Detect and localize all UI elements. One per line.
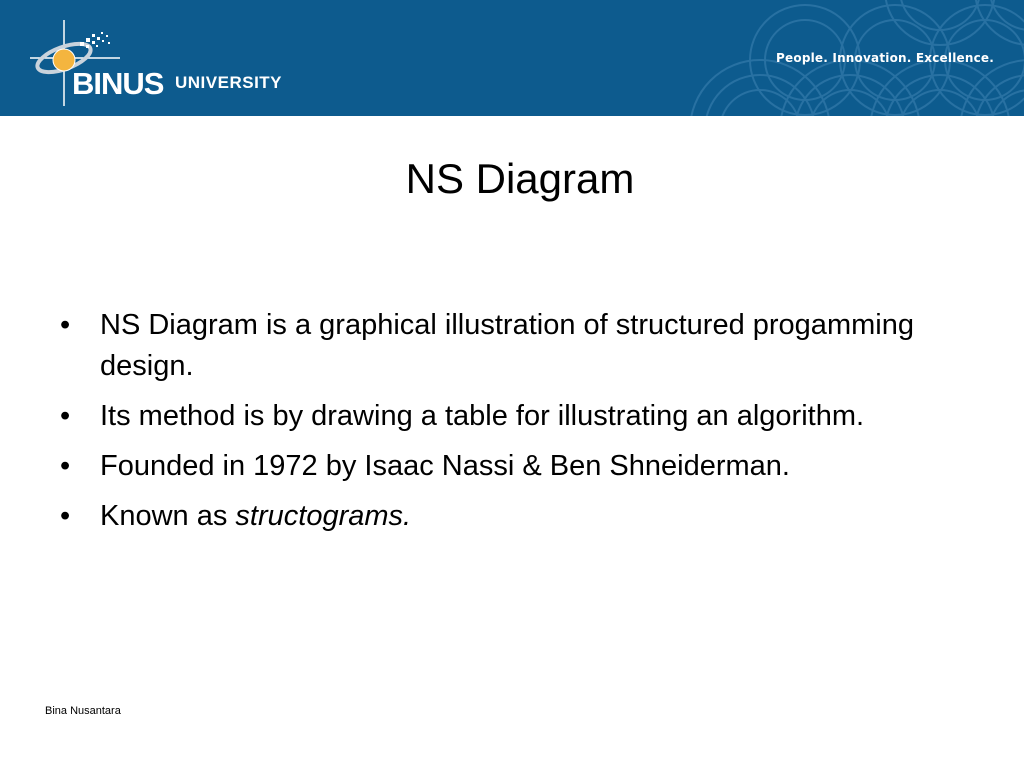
logo-sub-text: UNIVERSITY bbox=[175, 73, 283, 92]
bullet-text: Its method is by drawing a table for illustrating an algorithm. bbox=[100, 400, 865, 432]
bullet-list bbox=[58, 305, 958, 546]
bullet-icon: • bbox=[60, 400, 71, 432]
logo-brand-text: BINUS bbox=[72, 66, 164, 101]
bullet-text: Founded in 1972 by Isaac Nassi & Ben Shneiderman. bbox=[100, 450, 790, 482]
bullet-item bbox=[58, 396, 958, 437]
bullet-text: NS Diagram is a graphical illustration of structured progamming design. bbox=[100, 309, 914, 382]
footer-text: Bina Nusantara bbox=[45, 705, 121, 717]
header-banner bbox=[0, 0, 1024, 116]
bullet-item bbox=[58, 446, 958, 487]
bullet-icon: • bbox=[60, 309, 71, 341]
bullet-item bbox=[58, 496, 958, 537]
bullet-item bbox=[58, 305, 958, 387]
binus-university-logo bbox=[30, 18, 300, 108]
bullet-icon: • bbox=[60, 450, 71, 482]
bullet-text-emphasis: structograms. bbox=[235, 500, 412, 532]
tagline: People. Innovation. Excellence. bbox=[776, 51, 994, 65]
slide-title: NS Diagram bbox=[405, 155, 635, 202]
bullet-icon: • bbox=[60, 500, 71, 532]
bullet-text-prefix: Known as bbox=[100, 500, 236, 532]
